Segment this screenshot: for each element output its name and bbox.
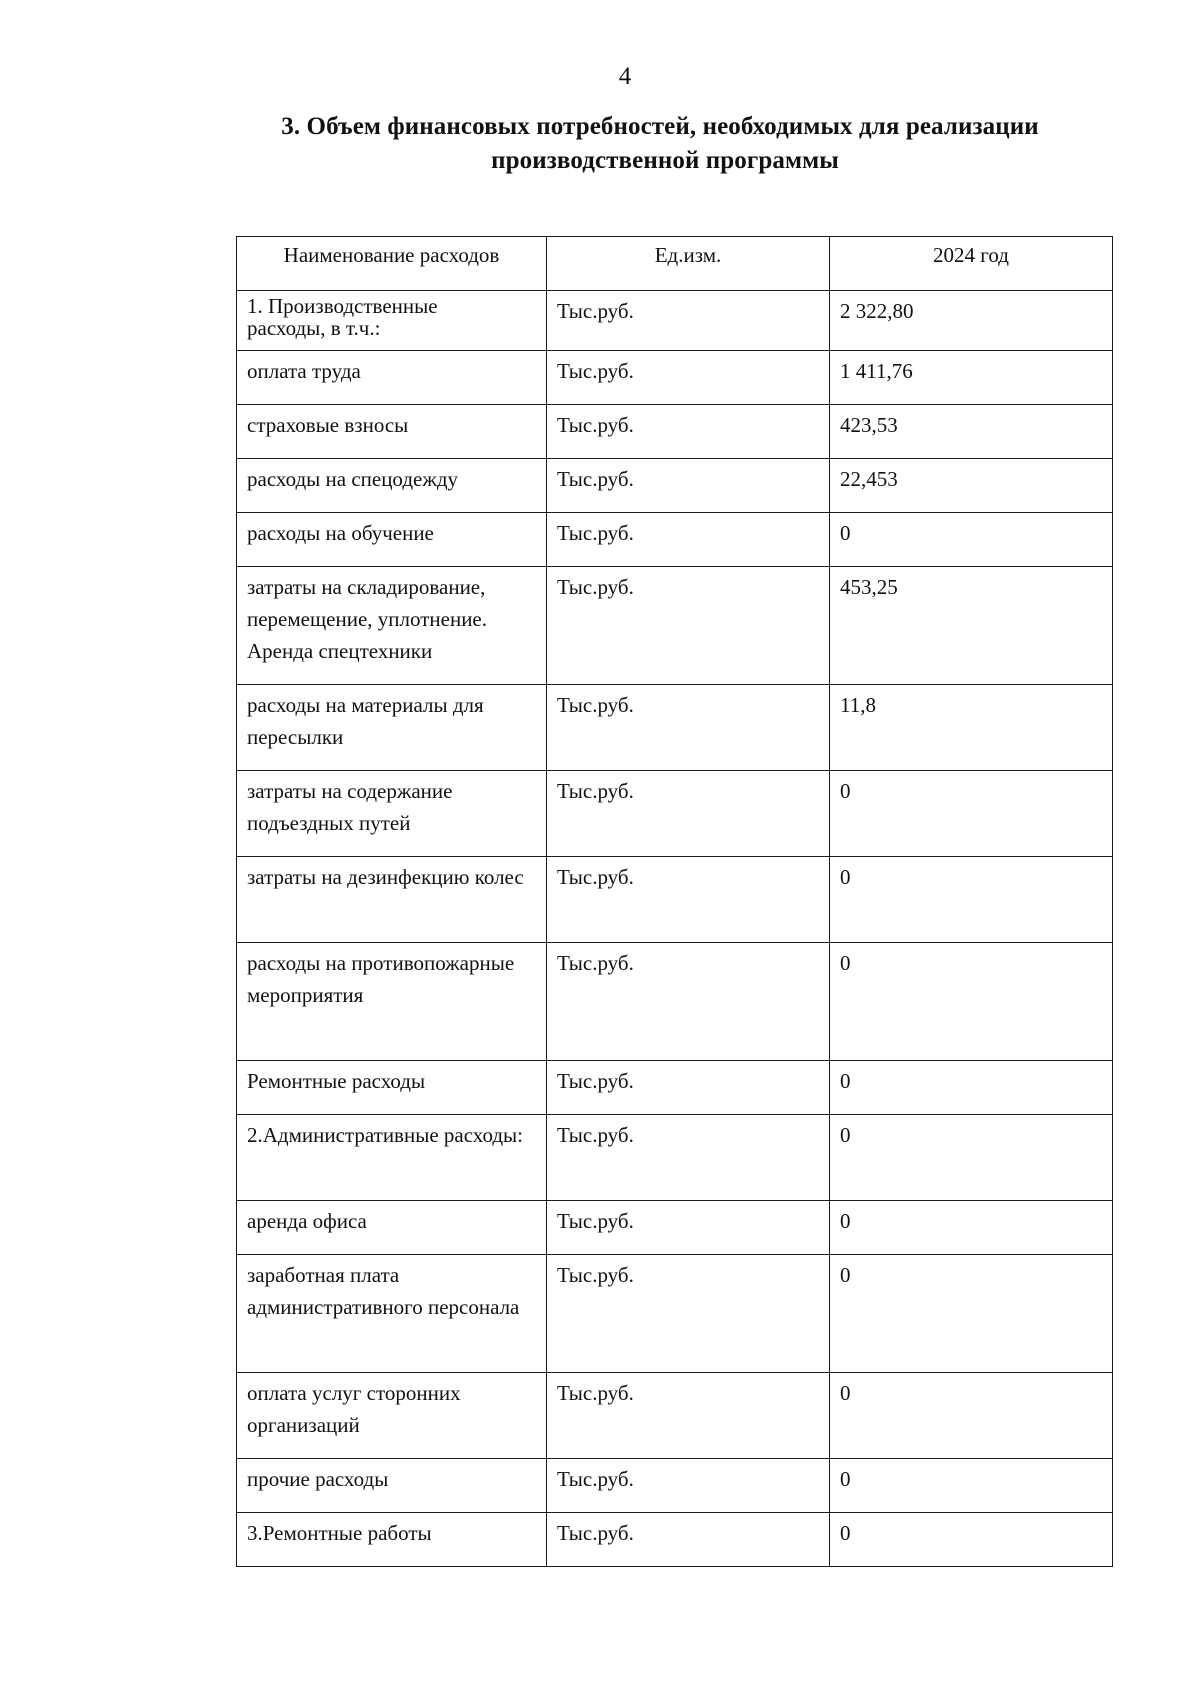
expense-name-cell <box>237 291 547 351</box>
value-cell: 453,25 <box>830 567 1113 685</box>
value-cell: 423,53 <box>830 405 1113 459</box>
expense-name-cell: прочие расходы <box>237 1459 547 1513</box>
unit-cell: Тыс.руб. <box>547 1201 830 1255</box>
table-row <box>237 1459 1113 1513</box>
expense-name-cell: затраты на дезинфекцию колес <box>237 857 547 943</box>
value-cell: 0 <box>830 1513 1113 1567</box>
expense-name-cell: затраты на складирование, перемещение, уплотнение. Аренда спецтехники <box>237 567 547 685</box>
unit-cell: Тыс.руб. <box>547 459 830 513</box>
value-cell: 0 <box>830 1373 1113 1459</box>
expense-name-cell: расходы на противопожарные мероприятия <box>237 943 547 1061</box>
unit-cell: Тыс.руб. <box>547 1513 830 1567</box>
unit-cell: Тыс.руб. <box>547 351 830 405</box>
expense-name-cell: расходы на спецодежду <box>237 459 547 513</box>
expenses-table <box>236 236 1113 1567</box>
value-cell: 0 <box>830 1061 1113 1115</box>
table-row <box>237 1373 1113 1459</box>
value-cell: 1 411,76 <box>830 351 1113 405</box>
table-row <box>237 943 1113 1061</box>
table-row <box>237 405 1113 459</box>
unit-cell: Тыс.руб. <box>547 1459 830 1513</box>
value-cell: 2 322,80 <box>830 291 1113 351</box>
expense-name-cell: страховые взносы <box>237 405 547 459</box>
expense-name-cell: заработная плата административного персонала <box>237 1255 547 1373</box>
value-cell: 0 <box>830 1459 1113 1513</box>
expense-name-line: расходы, в т.ч.: <box>247 316 381 340</box>
section-heading-line-1: 3. Объем финансовых потребностей, необходимых для реализации <box>281 113 1039 140</box>
value-cell: 0 <box>830 771 1113 857</box>
value-cell: 0 <box>830 1115 1113 1201</box>
value-cell: 0 <box>830 857 1113 943</box>
expense-name-cell: расходы на обучение <box>237 513 547 567</box>
value-cell: 22,453 <box>830 459 1113 513</box>
expense-name-cell: расходы на материалы для пересылки <box>237 685 547 771</box>
unit-cell: Тыс.руб. <box>547 1255 830 1373</box>
table-row <box>237 291 1113 351</box>
table-row <box>237 1255 1113 1373</box>
header-expense-name: Наименование расходов <box>237 237 547 291</box>
page-number: 4 <box>618 63 632 90</box>
table-row <box>237 567 1113 685</box>
section-heading <box>210 110 1110 178</box>
value-cell: 0 <box>830 1201 1113 1255</box>
unit-cell: Тыс.руб. <box>547 405 830 459</box>
table-row <box>237 857 1113 943</box>
value-cell: 0 <box>830 943 1113 1061</box>
unit-cell: Тыс.руб. <box>547 513 830 567</box>
table-row <box>237 513 1113 567</box>
unit-cell: Тыс.руб. <box>547 1061 830 1115</box>
table-row <box>237 771 1113 857</box>
table-row <box>237 1115 1113 1201</box>
expense-name-cell: оплата труда <box>237 351 547 405</box>
table-row <box>237 1513 1113 1567</box>
header-year-2024: 2024 год <box>830 237 1113 291</box>
expense-name-cell: 2.Административные расходы: <box>237 1115 547 1201</box>
table-row <box>237 685 1113 771</box>
expense-name-line: 1. Производственные <box>247 294 438 318</box>
unit-cell: Тыс.руб. <box>547 943 830 1061</box>
unit-cell: Тыс.руб. <box>547 685 830 771</box>
expense-name-cell: оплата услуг сторонних организаций <box>237 1373 547 1459</box>
unit-cell: Тыс.руб. <box>547 291 830 351</box>
unit-cell: Тыс.руб. <box>547 1373 830 1459</box>
unit-cell: Тыс.руб. <box>547 567 830 685</box>
expense-name-cell: Ремонтные расходы <box>237 1061 547 1115</box>
value-cell: 11,8 <box>830 685 1113 771</box>
expense-name-cell: аренда офиса <box>237 1201 547 1255</box>
value-cell: 0 <box>830 513 1113 567</box>
unit-cell: Тыс.руб. <box>547 1115 830 1201</box>
expense-name-cell: 3.Ремонтные работы <box>237 1513 547 1567</box>
table-row <box>237 459 1113 513</box>
section-heading-line-2: производственной программы <box>491 147 839 174</box>
table-row <box>237 1201 1113 1255</box>
table-row <box>237 351 1113 405</box>
unit-cell: Тыс.руб. <box>547 857 830 943</box>
unit-cell: Тыс.руб. <box>547 771 830 857</box>
table-row <box>237 1061 1113 1115</box>
header-unit: Ед.изм. <box>547 237 830 291</box>
table-header-row <box>237 237 1113 291</box>
value-cell: 0 <box>830 1255 1113 1373</box>
expense-name-cell: затраты на содержание подъездных путей <box>237 771 547 857</box>
